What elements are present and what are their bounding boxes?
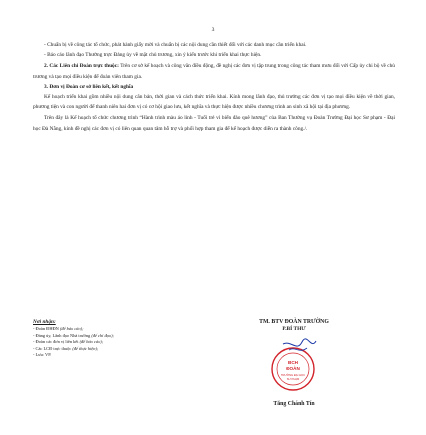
svg-text:SƯ PHẠM: SƯ PHẠM — [286, 378, 300, 381]
recipients-title: Nơi nhận: — [33, 319, 56, 325]
recipient-item: - Đoàn các đơn vị liên kết (để báo cáo); — [33, 339, 104, 345]
section-2-text: Trên cơ sở kế hoạch và công văn điều động, đề nghị các đơn vị tập trung trong công tác tham mưu đối với Cấp ủy chi bộ về chủ trương và tạo mọi điều kiện để đoàn viên tham gia. — [33, 63, 395, 80]
svg-text:ĐOÀN: ĐOÀN — [286, 366, 300, 371]
recipient-item: - Các LCĐ trực thuộc (để thực hiện); — [33, 345, 99, 351]
page-number: 3 — [211, 27, 215, 33]
section-3-text: Kế hoạch triển khai gồm nhiều nội dung căn bản, thời gian và cách thức triển khai. Kính mong lãnh đạo, thủ trưởng các đơn vị tạo mọi điều kiện về thời gian, phương tiện và con người để thanh niên hai đơn vị có cơ hội giao lưu, kết nghĩa và thực hiện được nhiều chương trình an sinh xã hội tại địa phương. — [33, 94, 395, 111]
svg-text:TRƯỜNG ĐẠI HỌC: TRƯỜNG ĐẠI HỌC — [280, 374, 306, 377]
official-seal-icon — [269, 338, 319, 393]
signer-role: P.BÍ THƯ — [282, 326, 306, 332]
section-2-heading: 2. Các Liên chi Đoàn trực thuộc: — [44, 63, 119, 70]
section-2 — [33, 61, 395, 81]
section-3-heading: 3. Đơn vị Đoàn cơ sở liên kết, kết nghĩa — [44, 83, 134, 90]
recipient-item: - Đảng ủy, Lãnh đạo Nhà trường (để chỉ đạo); — [33, 332, 114, 338]
svg-text:BCH: BCH — [288, 360, 298, 365]
document-body — [33, 40, 395, 134]
paragraph: - Báo cáo lãnh đạo Thường trực Đảng ủy về mặt chủ trương, xin ý kiến trước khi triển khai thực hiện. — [44, 52, 262, 59]
recipient-item: - Đoàn ĐHĐN (để báo cáo); — [33, 326, 84, 331]
paragraph: - Chuẩn bị về công tác tổ chức, phát hành giấy mời và chuẩn bị các nội dung cần thiết đối với các danh mục cần triển khai. — [44, 42, 307, 48]
recipient-item: - Lưu: VP. — [33, 352, 52, 358]
signature-block — [219, 318, 369, 407]
closing-paragraph: Trên đây là Kế hoạch tổ chức chương trình “Hành trình màu áo lính - Tuổi trẻ vì biển đảo quê hương” của Ban Thường vụ Đoàn Trường Đại học Sư phạm - Đại học Đà Nẵng, kính đề nghị các đơn vị có liên quan quan tâm hỗ trợ và phối hợp tham gia để kế hoạch được diễn ra thành công./. — [33, 115, 395, 132]
signer-name: Tăng Chánh Tín — [273, 401, 315, 407]
recipients-block — [33, 318, 208, 359]
document-footer — [33, 318, 395, 428]
signer-organization: TM. BTV ĐOÀN TRƯỜNG — [259, 319, 329, 325]
